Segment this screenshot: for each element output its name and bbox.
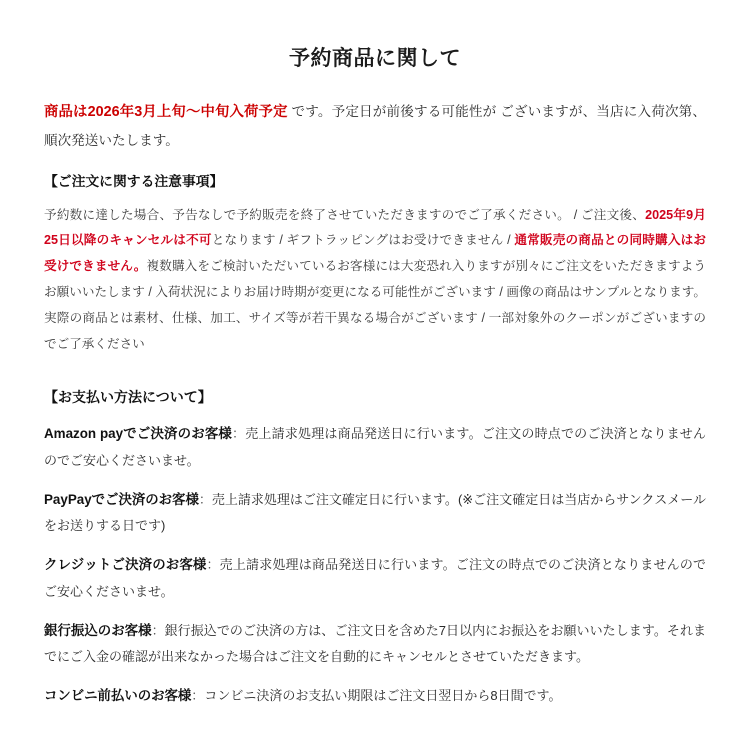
payment-separator: ： xyxy=(191,688,205,704)
notice-text-part3: 複数購入をご検討いただいているお客様には大変恐れ入りますが別々にご注文をいただきますようお願いいたします / 入荷状況によりお届け時期が変更になる可能性がございます / 画像の商品はサンプルとなります。実際の商品とは素材、仕様、加工、サイズ等が若干異なる場合がございます / 一部対象外のクーポンがございますのでご了承ください xyxy=(44,259,707,351)
no-combined-purchase-highlight: 通常販売の商品との同時購入はお受けできません。 xyxy=(44,233,706,274)
notice-text-part1: 予約数に達した場合、予告なしで予約販売を終了させていただきますのでご了承ください。 / ご注文後、 xyxy=(44,207,646,222)
payment-label-amazon-pay: Amazon payでご決済のお客様 xyxy=(44,426,233,442)
payment-separator: ： xyxy=(198,491,212,507)
lead-paragraph xyxy=(44,98,706,154)
notice-text-part2: となります / ギフトラッピングはお受けできません / xyxy=(211,233,515,248)
payment-text-credit: 売上請求処理は商品発送日に行います。ご注文の時点でのご決済となりませんのでご安心くださいませ。 xyxy=(44,557,706,599)
arrival-date-highlight: 商品は2026年3月上旬〜中旬入荷予定 xyxy=(44,104,288,120)
payment-item-paypay xyxy=(44,487,706,538)
order-notice-body xyxy=(44,203,706,358)
page-title: 予約商品に関して xyxy=(289,47,461,70)
payment-separator: ： xyxy=(151,622,165,638)
payment-item-konbini-prepay xyxy=(44,683,706,709)
payment-text-paypay: 売上請求処理はご注文確定日に行います。(※ご注文確定日は当店からサンクスメールをお送りする日です) xyxy=(44,491,706,534)
payment-item-credit xyxy=(44,552,706,603)
payment-label-paypay: PayPayでご決済のお客様 xyxy=(44,491,199,507)
cancel-deadline-highlight: 2025年9月25日以降のキャンセルは不可 xyxy=(44,207,706,248)
payment-label-bank-transfer: 銀行振込のお客様 xyxy=(44,622,152,638)
payment-item-bank-transfer xyxy=(44,618,706,669)
payment-item-amazon-pay xyxy=(44,421,706,472)
payment-label-credit: クレジットご決済のお客様 xyxy=(44,557,207,573)
lead-rest-text: です。予定日が前後する可能性が ございますが、当店に入荷次第、順次発送いたします。 xyxy=(44,104,706,148)
payment-heading: 【お支払い方法について】 xyxy=(44,389,212,406)
order-notice-heading: 【ご注文に関する注意事項】 xyxy=(44,174,224,189)
payment-label-konbini-prepay: コンビニ前払いのお客様 xyxy=(44,688,192,704)
payment-text-amazon-pay: 売上請求処理は商品発送日に行います。ご注文の時点でのご決済となりませんのでご安心くださいませ。 xyxy=(44,426,706,468)
payment-separator: ： xyxy=(206,557,220,573)
payment-text-konbini-prepay: コンビニ決済のお支払い期限はご注文日翌日から8日間です。 xyxy=(204,688,562,704)
payment-separator: ： xyxy=(232,426,246,442)
payment-text-bank-transfer: 銀行振込でのご決済の方は、ご注文日を含めた7日以内にお振込をお願いいたします。それまでにご入金の確認が出来なかった場合はご注文を自動的にキャンセルとさせていただきます。 xyxy=(44,622,706,665)
